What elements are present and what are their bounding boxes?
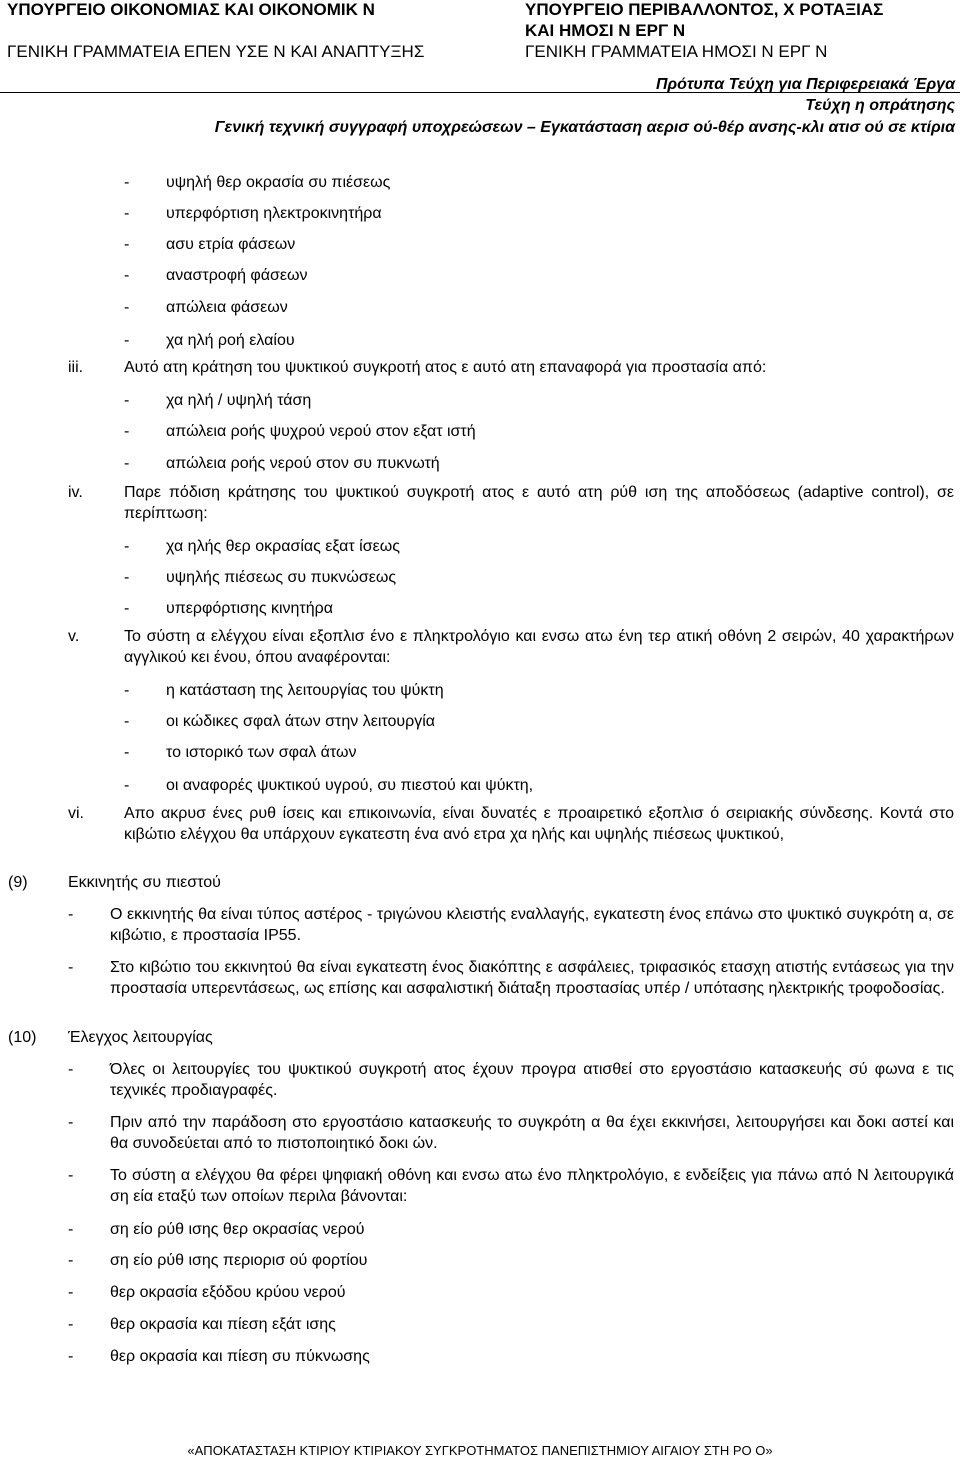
page-footer: «ΑΠΟΚΑΤΑΣΤΑΣΗ ΚΤΙΡΙΟΥ ΚΤΙΡΙΑΚΟΥ ΣΥΓΚΡΟΤΗΜΑΤΟΣ ΠΑΝΕΠΙΣΤΗΜΙΟΥ ΑΙΓΑΙΟΥ ΣΤΗ ΡΟ Ο» bbox=[187, 1443, 773, 1458]
item-vi-label: vi. bbox=[68, 805, 84, 822]
document-subtitle-line3: Γενική τεχνική συγγραφή υποχρεώσεων – Εγκατάσταση αερισ ού-θέρ ανσης-κλι ατισ ού σε κτίρια bbox=[214, 119, 955, 136]
item-iv-text: Παρε πόδιση κράτησης του ψυκτικού συγκροτή ατος ε αυτό ατη ρύθ ιση της αποδόσεως (adaptive control), σε περίπτωση: bbox=[124, 484, 954, 522]
section-10-title: Έλεγχος λειτουργίας bbox=[68, 1029, 213, 1046]
section-9-number: (9) bbox=[8, 874, 28, 891]
right-secretariat-name: ΓΕΝΙΚΗ ΓΡΑΜΜΑΤΕΙΑ ΗΜΟΣΙ Ν ΕΡΓ Ν bbox=[525, 42, 828, 61]
item-iii-text: Αυτό ατη κράτηση του ψυκτικού συγκροτή ατος ε αυτό ατη επαναφορά για προστασία από: bbox=[124, 359, 767, 376]
item-v-text: Το σύστη α ελέγχου είναι εξοπλισ ένο ε πληκτρολόγιο και ενσω ατω ένη τερ ατική οθόνη 2 σειρών, 40 χαρακτήρων αγγλικού κει ένου, όπου αναφέρονται: bbox=[124, 628, 954, 666]
left-secretariat-name: ΓΕΝΙΚΗ ΓΡΑΜΜΑΤΕΙΑ ΕΠΕΝ ΥΣΕ Ν ΚΑΙ ΑΝΑΠΤΥΞΗΣ bbox=[7, 42, 425, 61]
item-vi-text: Απο ακρυσ ένες ρυθ ίσεις και επικοινωνία, είναι δυνατές ε προαιρετικό εξοπλισ ό σειριακής σύνδεσης. Κοντά στο κιβώτιο ελέγχου θα υπάρχουν εγκατεστη ένα ανό ετρα χα ηλής και υψηλής πιέσεως ψυκτικού, bbox=[124, 805, 954, 843]
document-subtitle-line1: Πρότυπα Τεύχη για Περιφερειακά Έργα bbox=[655, 76, 955, 93]
item-v-label: v. bbox=[68, 628, 80, 645]
section-10-number: (10) bbox=[8, 1029, 37, 1046]
item-iii-label: iii. bbox=[68, 359, 84, 376]
right-ministry-name-line2: ΚΑΙ ΗΜΟΣΙ Ν ΕΡΓ Ν bbox=[525, 21, 686, 40]
right-ministry-name-line1: ΥΠΟΥΡΓΕΙΟ ΠΕΡΙΒΑΛΛΟΝΤΟΣ, Χ ΡΟΤΑΞΙΑΣ bbox=[525, 0, 884, 19]
item-iv-label: iv. bbox=[68, 484, 83, 501]
document-subtitle-line2: Τεύχη η οπράτησης bbox=[805, 97, 955, 114]
left-ministry-name: ΥΠΟΥΡΓΕΙΟ ΟΙΚΟΝΟΜΙΑΣ ΚΑΙ ΟΙΚΟΝΟΜΙΚ Ν bbox=[7, 0, 375, 19]
section-9-title: Εκκινητής συ πιεστού bbox=[68, 874, 221, 891]
